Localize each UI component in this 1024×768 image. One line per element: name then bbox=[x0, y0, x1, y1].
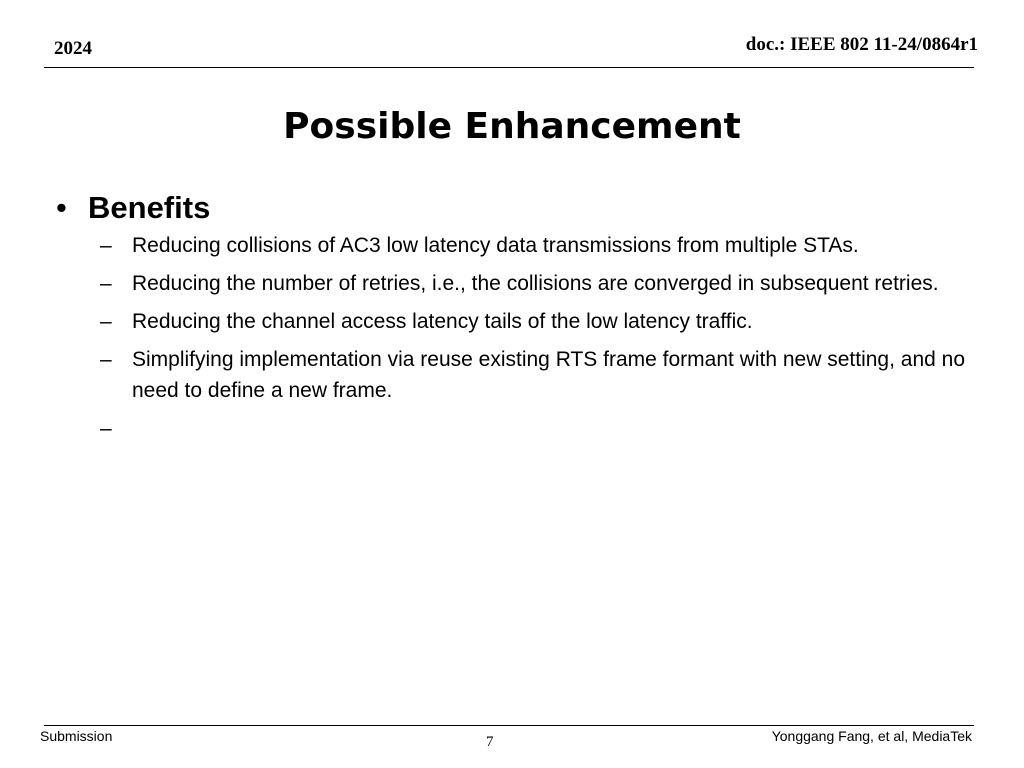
bullet-benefits bbox=[56, 190, 976, 226]
list-item bbox=[100, 413, 976, 444]
list-item bbox=[100, 268, 976, 299]
dash-icon: – bbox=[100, 417, 112, 440]
footer-author: Yonggang Fang, et al, MediaTek bbox=[771, 728, 972, 744]
bullet-dot-icon: • bbox=[56, 190, 67, 225]
list-item-text bbox=[132, 413, 976, 444]
benefit-list bbox=[56, 230, 976, 444]
list-item-text: Reducing collisions of AC3 low latency data transmissions from multiple STAs. bbox=[132, 234, 859, 257]
slide-title: Possible Enhancement bbox=[283, 106, 741, 147]
list-item-text: Reducing the number of retries, i.e., the collisions are converged in subsequent retries. bbox=[132, 272, 939, 295]
list-item bbox=[100, 230, 976, 261]
dash-icon: – bbox=[100, 272, 112, 295]
dash-icon: – bbox=[100, 348, 112, 371]
list-item bbox=[100, 306, 976, 337]
slide-content bbox=[56, 190, 976, 451]
header-divider bbox=[44, 67, 974, 68]
list-item bbox=[100, 344, 976, 406]
header-year: 2024 bbox=[54, 38, 92, 59]
list-item-text: Simplifying implementation via reuse existing RTS frame formant with new setting, and no need to define a new frame. bbox=[132, 348, 965, 402]
bullet-label: Benefits bbox=[88, 190, 211, 225]
footer-divider bbox=[44, 725, 974, 726]
dash-icon: – bbox=[100, 310, 112, 333]
footer-submission: Submission bbox=[40, 728, 113, 744]
list-item-text: Reducing the channel access latency tails of the low latency traffic. bbox=[132, 310, 753, 333]
footer-page-number: 7 bbox=[486, 734, 494, 750]
dash-icon: – bbox=[100, 234, 112, 257]
header-doc-id: doc.: IEEE 802 11-24/0864r1 bbox=[745, 34, 978, 55]
